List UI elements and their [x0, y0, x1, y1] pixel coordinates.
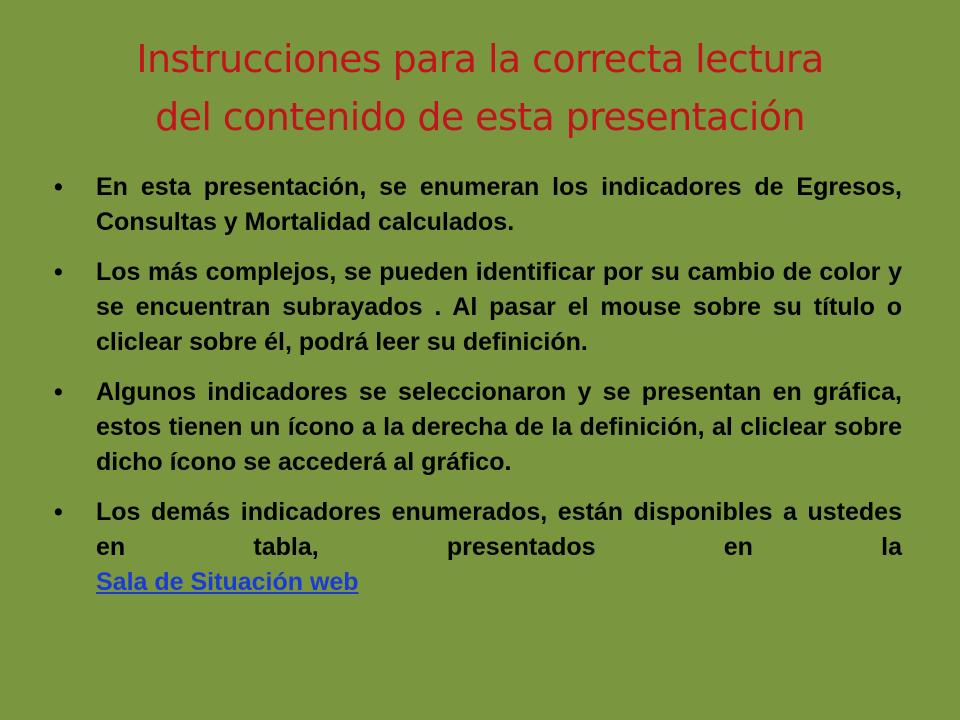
bullet-text-4: Los demás indicadores enumerados, están disponibles a ustedes en tabla, presentados en la [96, 498, 902, 561]
slide-title [40, 30, 920, 146]
slide-title-line-2: del contenido de esta presentación [155, 95, 805, 139]
bullet-list [54, 170, 902, 615]
bullet-item-1 [54, 170, 902, 240]
bullet-item-3 [54, 375, 902, 480]
bullet-text-3: Algunos indicadores se seleccionaron y se presentan en gráfica, estos tienen un ícono a la derecha de la definición, al cliclear sobre dicho ícono se accederá al gráfico. [96, 378, 902, 476]
bullet-text-2: Los más complejos, se pueden identificar por su cambio de color y se encuentran subrayados . Al pasar el mouse sobre su título o cliclear sobre él, podrá leer su definición. [96, 258, 902, 356]
sala-de-situacion-link[interactable]: Sala de Situación web [96, 568, 359, 596]
bullet-text-1: En esta presentación, se enumeran los indicadores de Egresos, Consultas y Mortalidad calculados. [96, 173, 902, 236]
bullet-item-4 [54, 495, 902, 600]
bullet-item-2 [54, 255, 902, 360]
slide-title-line-1: Instrucciones para la correcta lectura [136, 37, 824, 81]
